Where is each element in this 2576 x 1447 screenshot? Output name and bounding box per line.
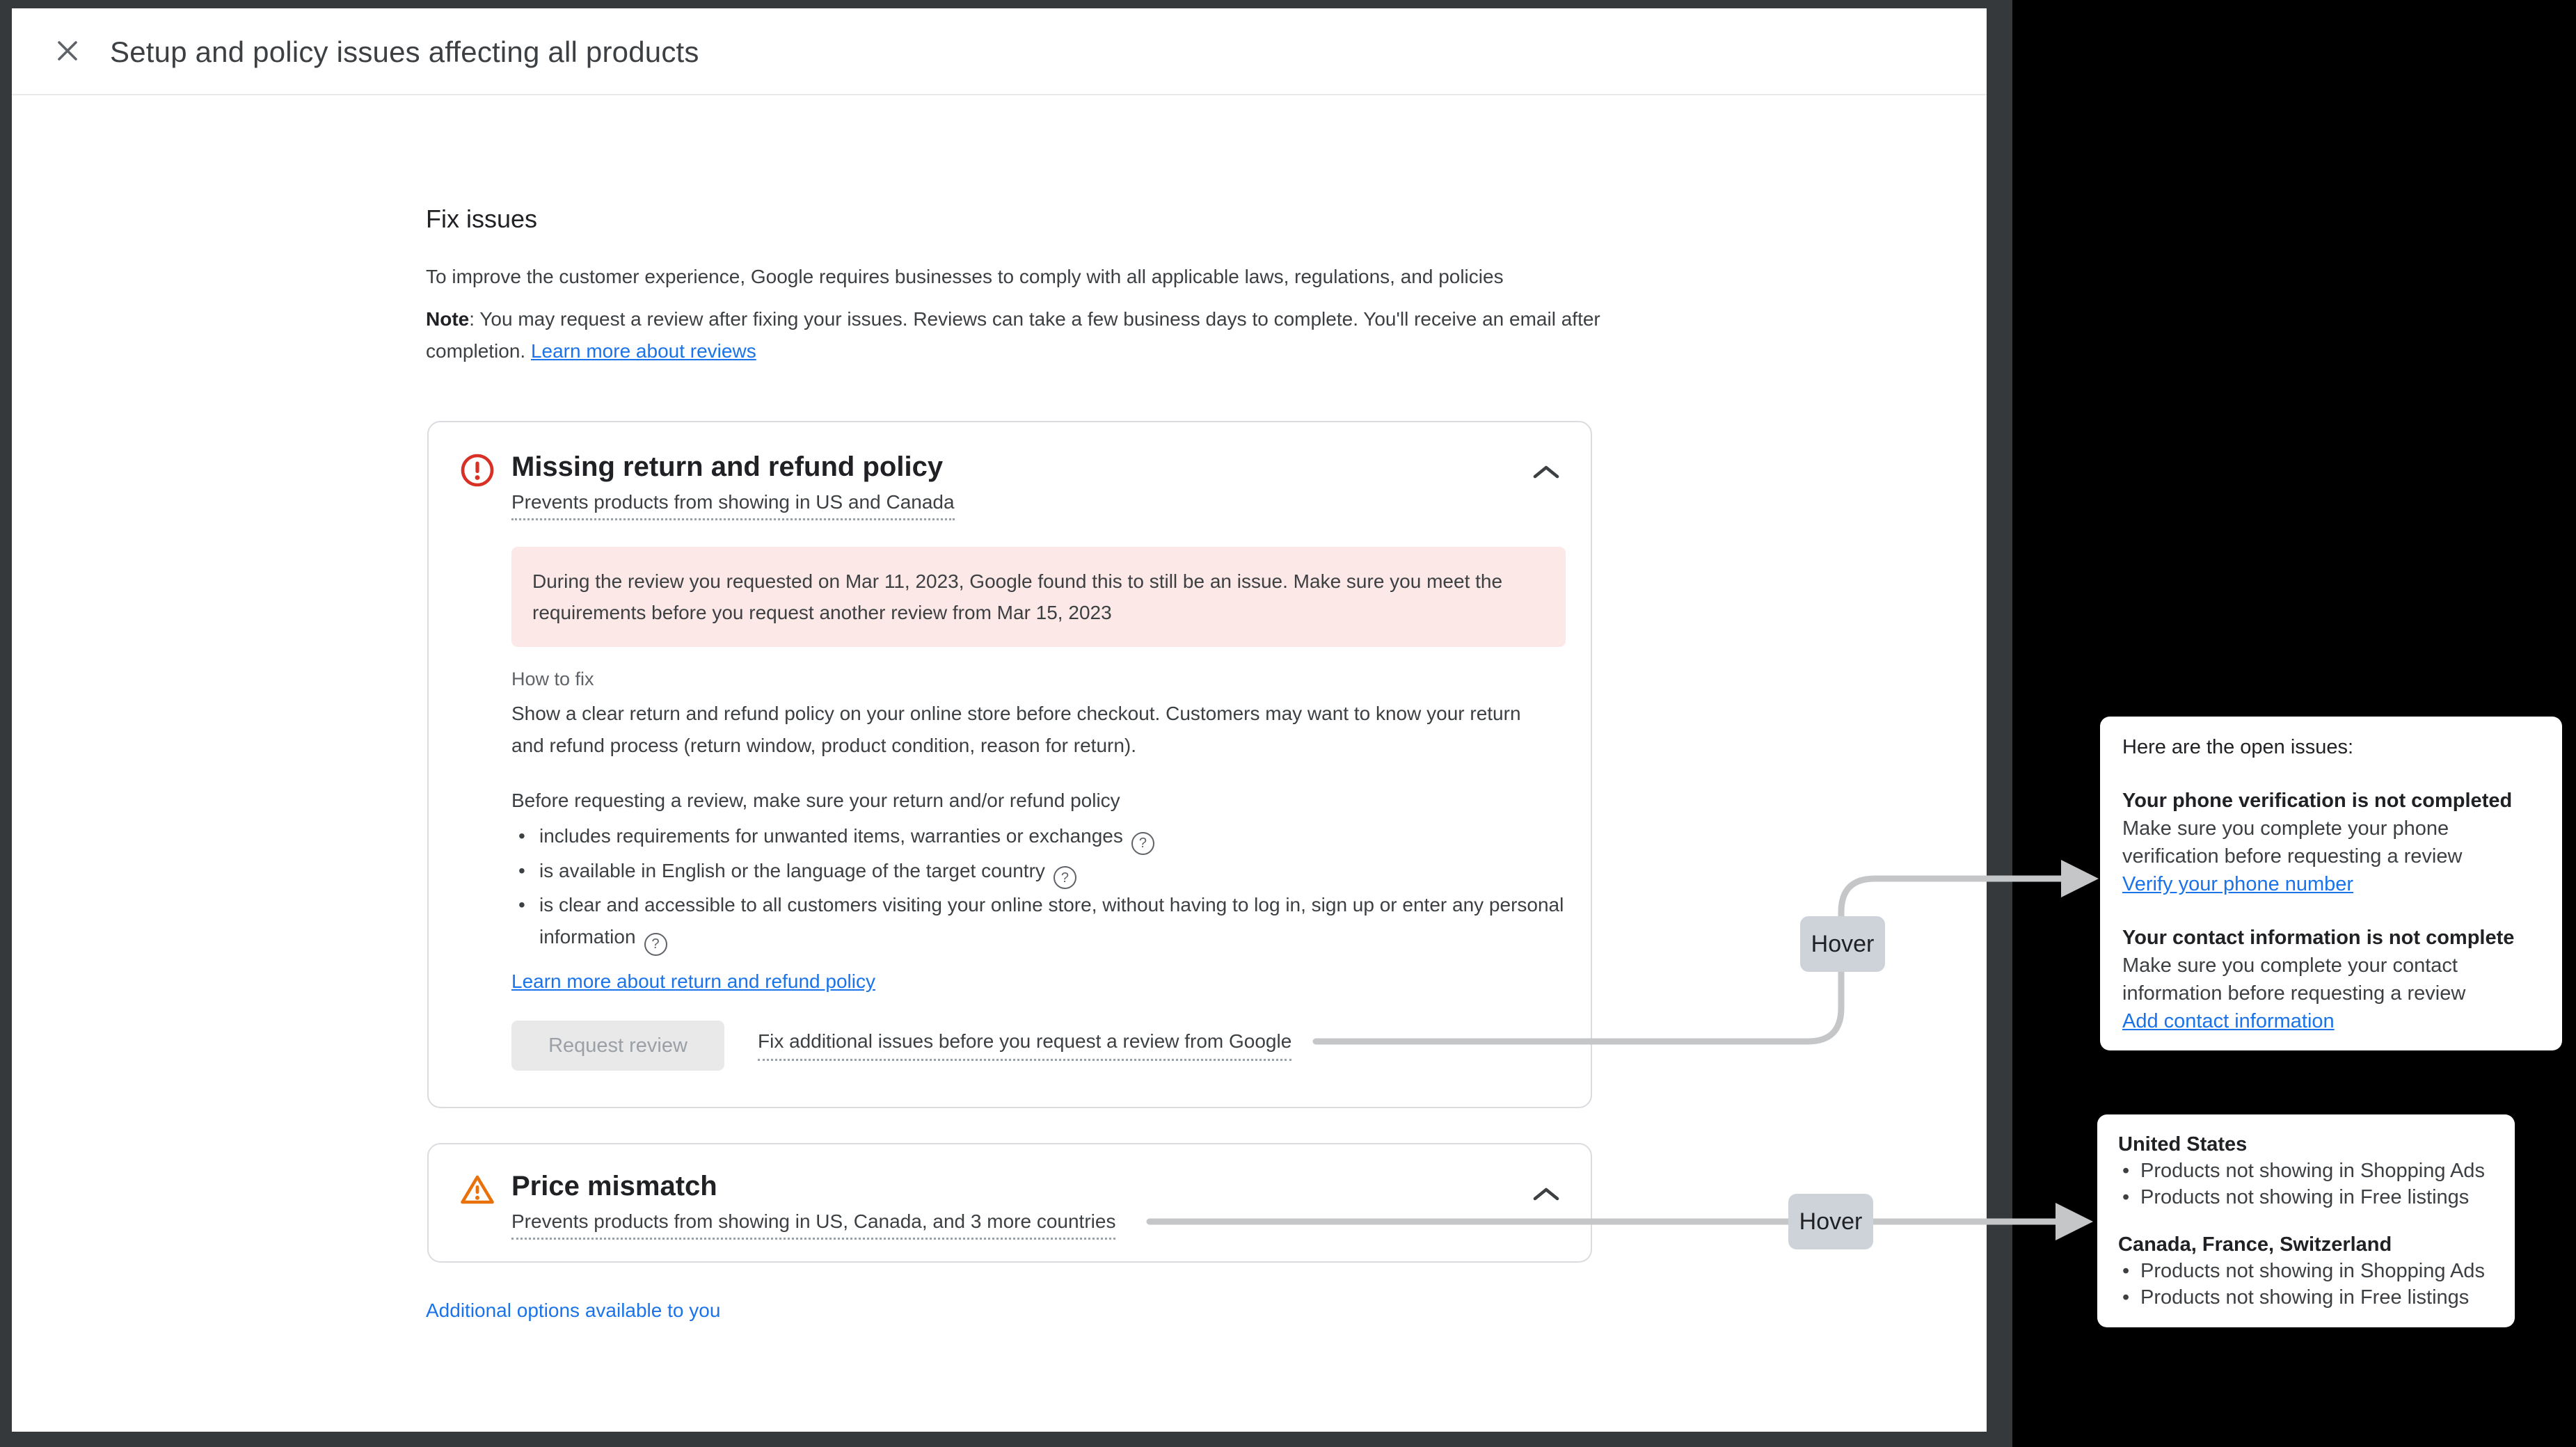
country-group-ca-fr-ch (2118, 1231, 2494, 1311)
tooltip-intro: Here are the open issues: (2122, 736, 2354, 758)
help-icon[interactable]: ? (1131, 832, 1154, 855)
request-review-button[interactable]: Request review (511, 1021, 724, 1071)
tooltip-issue-title: Your phone verification is not completed (2122, 790, 2513, 812)
issue-title: Missing return and refund policy (511, 451, 944, 482)
close-icon (54, 37, 81, 67)
open-issues-tooltip (2100, 717, 2562, 1050)
country-issue-item: • Products not showing in Free listings (2118, 1184, 2494, 1210)
tooltip-issue-phone (2122, 787, 2540, 898)
how-to-fix-body: Show a clear return and refund policy on your online store before checkout. Customers may want to know your return and refund process (return window, product condition, reason for return). (511, 703, 1521, 756)
country-group-items (2118, 1258, 2494, 1311)
dialog-title: Setup and policy issues affecting all products (110, 35, 699, 68)
tooltip-issue-contact (2122, 924, 2540, 1035)
connector-arrowhead-1 (2061, 860, 2099, 897)
setup-policy-dialog (12, 8, 1987, 1432)
review-failed-alert: During the review you requested on Mar 11, 2023, Google found this to still be an issue. Make sure you meet the requirements before you request another review from Mar 15, 2023 (511, 547, 1566, 647)
error-circle-icon (459, 452, 495, 488)
checklist-item: • is clear and accessible to all customers visiting your online store, without having to log in, sign up or enter any personal information ? (511, 889, 1576, 956)
collapse-card-button[interactable] (1527, 1178, 1566, 1211)
collapse-card-button[interactable] (1527, 456, 1566, 489)
country-issue-item: • Products not showing in Free listings (2118, 1284, 2494, 1311)
issue-subtitle-hover-target[interactable]: Prevents products from showing in US and Canada (511, 491, 955, 520)
tooltip-issue-body: Make sure you complete your phone verification before requesting a review (2122, 817, 2463, 868)
fix-additional-issues-hover-target[interactable]: Fix additional issues before you request a review from Google (758, 1030, 1291, 1061)
checklist-item: • includes requirements for unwanted items, warranties or exchanges ? (511, 820, 1576, 855)
help-icon[interactable]: ? (644, 933, 667, 956)
learn-more-return-policy-link[interactable]: Learn more about return and refund policy (511, 970, 875, 992)
note-text: : You may request a review after fixing your issues. Reviews can take a few business days to complete. You'll receive an email after completion. (426, 308, 1600, 362)
fix-issues-heading: Fix issues (426, 205, 538, 233)
add-contact-info-link[interactable]: Add contact information (2122, 1010, 2335, 1032)
hover-cursor-label: Hover (1788, 1194, 1873, 1249)
country-group-us (2118, 1131, 2494, 1210)
issue-card-price-mismatch (427, 1143, 1592, 1263)
country-group-items (2118, 1158, 2494, 1210)
issue-subtitle-hover-target[interactable]: Prevents products from showing in US, Canada, and 3 more countries (511, 1210, 1115, 1240)
chevron-up-icon (1532, 1185, 1561, 1204)
policy-checklist (511, 820, 1576, 956)
country-group-title: United States (2118, 1133, 2248, 1156)
intro-paragraph: To improve the customer experience, Google requires businesses to comply with all applicable laws, regulations, and policies (426, 266, 1504, 287)
issue-card-missing-return-policy (427, 421, 1592, 1108)
warning-triangle-icon (459, 1172, 495, 1208)
how-to-fix-label: How to fix (511, 669, 594, 689)
checklist-intro: Before requesting a review, make sure your return and/or refund policy (511, 790, 1120, 811)
help-icon[interactable]: ? (1054, 866, 1076, 889)
hover-cursor-label: Hover (1800, 916, 1885, 972)
country-issue-item: • Products not showing in Shopping Ads (2118, 1258, 2494, 1284)
note-label: Note (426, 308, 470, 330)
country-issue-item: • Products not showing in Shopping Ads (2118, 1158, 2494, 1184)
chevron-up-icon (1532, 463, 1561, 482)
affected-countries-tooltip (2097, 1114, 2515, 1327)
dialog-header (12, 8, 1987, 95)
country-group-title: Canada, France, Switzerland (2118, 1233, 2392, 1256)
additional-options-link[interactable]: Additional options available to you (426, 1300, 721, 1321)
request-review-row (511, 1021, 1291, 1071)
learn-more-reviews-link[interactable]: Learn more about reviews (530, 340, 756, 362)
note-paragraph (426, 303, 1609, 367)
issue-title: Price mismatch (511, 1171, 717, 1201)
checklist-item: • is available in English or the language of the target country ? (511, 855, 1576, 890)
close-button[interactable] (45, 29, 90, 74)
verify-phone-link[interactable]: Verify your phone number (2122, 873, 2354, 895)
tooltip-issue-body: Make sure you complete your contact information before requesting a review (2122, 954, 2466, 1005)
tooltip-issue-title: Your contact information is not complete (2122, 927, 2515, 949)
connector-arrowhead-2 (2056, 1203, 2093, 1240)
